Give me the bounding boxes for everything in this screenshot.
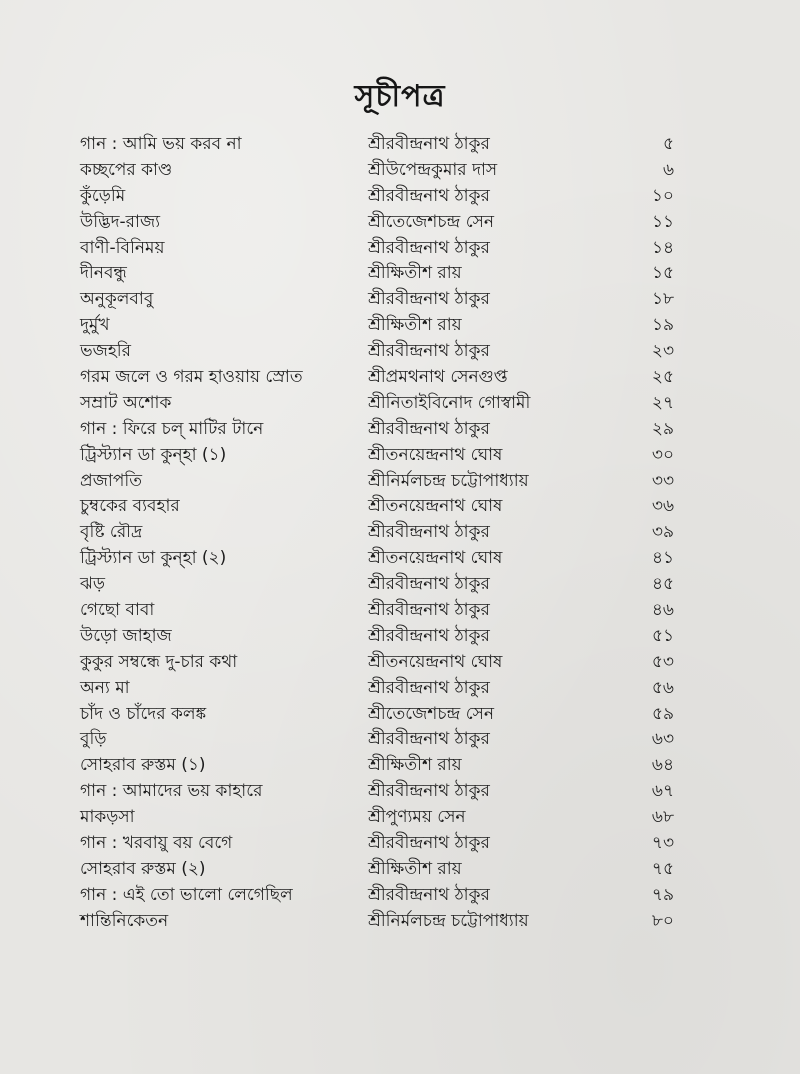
toc-entry-author: শ্রীরবীন্দ্রনাথ ঠাকুর [368,185,490,206]
toc-entry-title: ঝড় [80,574,106,595]
toc-entry-page-number: ১৪ [651,237,674,258]
toc-row [0,546,800,572]
toc-entry-page-number: ২৯ [651,418,674,439]
toc-row [0,753,800,779]
toc-entry-page-number: ৩০ [651,444,674,465]
toc-entry-page-number: ৫৩ [651,651,674,672]
toc-entry-author: শ্রীরবীন্দ্রনাথ ঠাকুর [368,418,490,439]
toc-entry-page-number: ৬৭ [651,781,674,802]
toc-entry-author: শ্রীক্ষিতীশ রায় [368,263,462,284]
toc-entry-page-number: ৪৫ [651,574,674,595]
toc-entry-page-number: ৬৩ [651,729,674,750]
toc-entry-author: শ্রীক্ষিতীশ রায় [368,858,462,879]
toc-row [0,443,800,469]
toc-entry-author: শ্রীনির্মলচন্দ্র চট্টোপাধ্যায় [368,910,529,931]
toc-entry-author: শ্রীতনয়েন্দ্রনাথ ঘোষ [368,548,503,569]
toc-entry-title: ট্রিস্ট্যান ডা কুন্হা (২) [80,548,227,569]
toc-entry-author: শ্রীপুণ্যময় সেন [368,807,466,828]
toc-entry-title: বাণী-বিনিময় [80,237,165,258]
toc-entry-title: কচ্ছপের কাণ্ড [80,159,173,180]
toc-entry-title: সোহরাব রুস্তম (১) [80,755,206,776]
toc-entry-page-number: ৫৬ [651,677,674,698]
toc-row [0,391,800,417]
toc-entry-title: ট্রিস্ট্যান ডা কুন্হা (১) [80,444,227,465]
toc-entry-author: শ্রীতনয়েন্দ্রনাথ ঘোষ [368,651,503,672]
toc-entry-title: সোহরাব রুস্তম (২) [80,858,206,879]
toc-row [0,494,800,520]
toc-entry-title: অনুকূলবাবু [80,289,154,310]
toc-entry-title: চুম্বকের ব্যবহার [80,496,180,517]
toc-row [0,831,800,857]
toc-entry-page-number: ২৩ [651,341,674,362]
toc-entry-title: কুঁড়েমি [80,185,126,206]
toc-entry-page-number: ১১ [651,211,674,232]
toc-entry-page-number: ৫৯ [651,703,674,724]
toc-entry-title: দীনবন্ধু [80,263,127,284]
toc-entry-author: শ্রীরবীন্দ্রনাথ ঠাকুর [368,522,490,543]
toc-row [0,650,800,676]
toc-row [0,857,800,883]
toc-row [0,520,800,546]
toc-entry-title: উদ্ভিদ-রাজ্য [80,211,161,232]
toc-entry-page-number: ৩৬ [651,496,674,517]
toc-row [0,676,800,702]
toc-entry-title: গান : এই তো ভালো লেগেছিল [80,884,293,905]
toc-row [0,883,800,909]
toc-entry-page-number: ৫১ [651,625,674,646]
toc-entry-title: ভজহরি [80,341,132,362]
toc-row [0,132,800,158]
toc-entry-title: গান : আমি ভয় করব না [80,134,242,154]
toc-entry-page-number: ৫ [662,134,674,154]
toc-entry-page-number: ২৫ [651,367,674,388]
toc-row [0,727,800,753]
toc-entry-page-number: ৭৩ [651,833,674,854]
toc-row [0,210,800,236]
toc-entry-title: শান্তিনিকেতন [80,910,169,931]
toc-entry-page-number: ৭৯ [651,884,674,905]
toc-entry-page-number: ১০ [651,185,674,206]
toc-entry-author: শ্রীরবীন্দ্রনাথ ঠাকুর [368,884,490,905]
toc-entry-author: শ্রীরবীন্দ্রনাথ ঠাকুর [368,781,490,802]
toc-entry-title: গান : আমাদের ভয় কাহারে [80,781,263,802]
toc-entry-author: শ্রীউপেন্দ্রকুমার দাস [368,159,498,180]
toc-entry-title: কুকুর সম্বন্ধে দু-চার কথা [80,651,238,672]
toc-row [0,598,800,624]
toc-row [0,624,800,650]
toc-row [0,236,800,262]
toc-row [0,805,800,831]
toc-row [0,365,800,391]
toc-entry-author: শ্রীপ্রমথনাথ সেনগুপ্ত [368,367,508,388]
toc-entry-author: শ্রীনির্মলচন্দ্র চট্টোপাধ্যায় [368,470,529,491]
toc-entry-page-number: ৮০ [651,910,674,931]
toc-entry-title: প্রজাপতি [80,470,142,491]
toc-entry-page-number: ৬ [662,159,674,180]
toc-entry-author: শ্রীরবীন্দ্রনাথ ঠাকুর [368,134,490,154]
toc-entry-title: উড়ো জাহাজ [80,625,172,646]
page-title: সূচীপত্র [354,79,446,114]
toc-entry-author: শ্রীরবীন্দ্রনাথ ঠাকুর [368,341,490,362]
toc-entry-author: শ্রীতেজেশচন্দ্র সেন [368,211,494,232]
toc-row [0,287,800,313]
toc-entry-title: বুড়ি [80,729,107,750]
toc-entry-author: শ্রীতেজেশচন্দ্র সেন [368,703,494,724]
toc-entry-title: গরম জলে ও গরম হাওয়ায় স্রোত [80,367,303,388]
toc-entry-page-number: ৩৩ [651,470,674,491]
toc-entry-title: মাকড়সা [80,807,135,828]
toc-entry-author: শ্রীরবীন্দ্রনাথ ঠাকুর [368,574,490,595]
toc-row [0,339,800,365]
toc-entry-page-number: ৩৯ [651,522,674,543]
toc-entry-author: শ্রীনিতাইবিনোদ গোস্বামী [368,392,531,413]
toc-entry-title: চাঁদ ও চাঁদের কলঙ্ক [80,703,207,724]
table-of-contents [0,132,800,935]
toc-entry-author: শ্রীরবীন্দ্রনাথ ঠাকুর [368,289,490,310]
toc-entry-page-number: ৪১ [651,548,674,569]
toc-entry-title: বৃষ্টি রৌদ্র [80,522,143,543]
toc-row [0,572,800,598]
toc-entry-author: শ্রীরবীন্দ্রনাথ ঠাকুর [368,833,490,854]
toc-row [0,469,800,495]
toc-entry-title: অন্য মা [80,677,130,698]
toc-entry-page-number: ১৫ [651,263,674,284]
toc-entry-title: গান : খরবায়ু বয় বেগে [80,833,233,854]
toc-entry-title: সম্রাট অশোক [80,392,172,413]
toc-entry-title: গান : ফিরে চল্ মাটির টানে [80,418,264,439]
toc-row [0,909,800,935]
toc-entry-author: শ্রীতনয়েন্দ্রনাথ ঘোষ [368,496,503,517]
toc-entry-author: শ্রীরবীন্দ্রনাথ ঠাকুর [368,677,490,698]
toc-entry-title: গেছো বাবা [80,600,155,621]
toc-entry-author: শ্রীক্ষিতীশ রায় [368,755,462,776]
toc-entry-author: শ্রীক্ষিতীশ রায় [368,315,462,336]
toc-row [0,261,800,287]
toc-row [0,702,800,728]
toc-entry-author: শ্রীতনয়েন্দ্রনাথ ঘোষ [368,444,503,465]
toc-entry-author: শ্রীরবীন্দ্রনাথ ঠাকুর [368,237,490,258]
toc-entry-page-number: ৪৬ [651,600,674,621]
toc-entry-page-number: ১৮ [651,289,674,310]
toc-entry-page-number: ৬৪ [651,755,674,776]
toc-row [0,417,800,443]
toc-row [0,313,800,339]
toc-entry-author: শ্রীরবীন্দ্রনাথ ঠাকুর [368,729,490,750]
toc-entry-page-number: ২৭ [651,392,674,413]
toc-row [0,184,800,210]
toc-entry-title: দুর্মুখ [80,315,110,336]
toc-entry-page-number: ৬৮ [651,807,674,828]
toc-row [0,158,800,184]
toc-entry-page-number: ৭৫ [651,858,674,879]
toc-entry-author: শ্রীরবীন্দ্রনাথ ঠাকুর [368,625,490,646]
toc-entry-page-number: ১৯ [651,315,674,336]
toc-entry-author: শ্রীরবীন্দ্রনাথ ঠাকুর [368,600,490,621]
toc-row [0,779,800,805]
